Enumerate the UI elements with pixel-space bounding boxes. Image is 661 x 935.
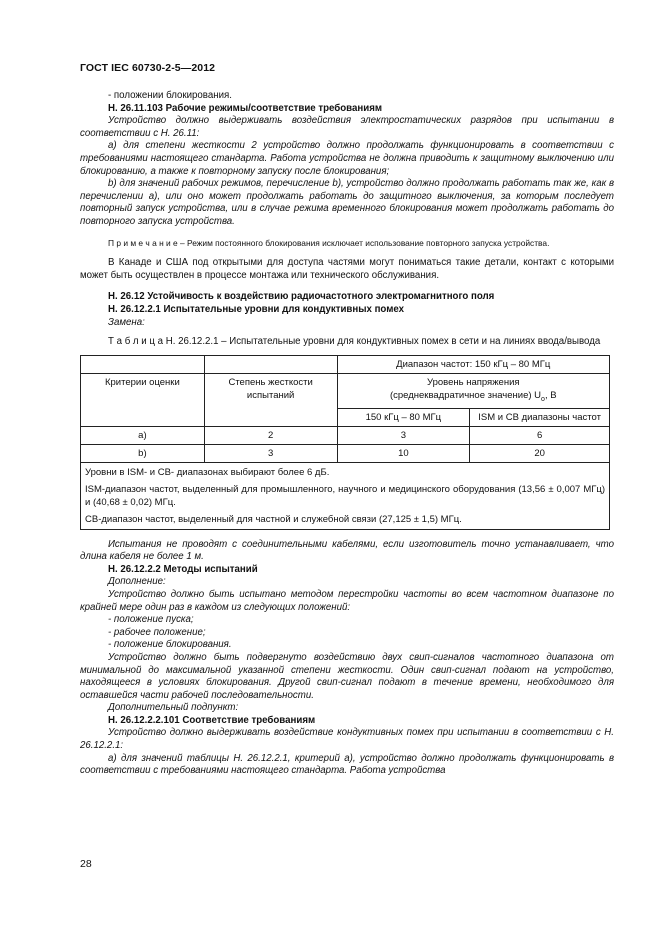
section-heading: Н. 26.12.2.2.101 Соответствие требованиям bbox=[108, 714, 316, 726]
paragraph: Устройство должно выдерживать воздействие кондуктивных помех при испытании в соответствии с Н. 26.12.2.1: bbox=[80, 727, 614, 752]
document-header: ГОСТ IEC 60730-2-5—2012 bbox=[80, 62, 216, 74]
table-row: b) 3 10 20 bbox=[81, 444, 610, 462]
paragraph: Устройство должно быть испытано методом перестройки частоты во всем частотном диапазоне по крайней мере один раз в каждом из следующих положений: bbox=[80, 588, 614, 613]
table-header-sub2: ISM и СВ диапазоны частот bbox=[470, 408, 610, 426]
list-item: - положение блокирования. bbox=[108, 639, 232, 651]
table-caption: Т а б л и ц а Н. 26.12.2.1 – Испытательные уровни для кондуктивных помех в сети и на линиях ввода/вывода bbox=[108, 336, 601, 348]
paragraph: Испытания не проводят с соединительными кабелями, если изготовитель точно устанавливает, что длина кабеля не более 1 м. bbox=[80, 538, 614, 563]
table-header-degree: Степень жесткости испытаний bbox=[204, 373, 337, 426]
table-header-sub1: 150 кГц – 80 МГц bbox=[337, 408, 470, 426]
paragraph: Устройство должно выдерживать воздействия электростатических разрядов при испытании в соответствии с Н. 26.11: bbox=[80, 115, 614, 139]
paragraph: а) для значений таблицы Н. 26.12.2.1, критерий а), устройство должно продолжать функционировать в соответствии с требованиями настоящего стандарта. Работа устройства bbox=[80, 752, 614, 777]
paragraph: Устройство должно быть подвергнуто воздействию двух свип-сигналов частотного диапазона от минимальной до максимальной указанной степени жесткости. Один свип-сигнал подают на устройство, находящееся в условиях блокирования. Другой свип-сигнал подают в течение времени, необходимого для оставшейся части рабочей последовательности. bbox=[80, 651, 614, 701]
paragraph: b) для значений рабочих режимов, перечисление b), устройство должно продолжать работать так же, как в перечислении а), или оно может продолжать работать до защитного выключения, за которым последует повторный запуск устройства, или в случае режима временного блокирования может продолжать работать до повторного запуска устройства. bbox=[80, 178, 614, 227]
section-heading: Н. 26.12.2.2 Методы испытаний bbox=[108, 563, 258, 575]
list-item: - положение пуска; bbox=[108, 614, 194, 626]
section-heading: Н. 26.11.103 Рабочие режимы/соответствие требованиям bbox=[108, 102, 383, 114]
table-header-criteria: Критерии оценки bbox=[81, 373, 205, 426]
list-item: - рабочее положение; bbox=[108, 626, 206, 638]
note: П р и м е ч а н и е – Режим постоянного блокирования исключает использование повторного запуска устройства. bbox=[108, 237, 550, 248]
table-row: a) 2 3 6 bbox=[81, 426, 610, 444]
page-number: 28 bbox=[80, 858, 92, 870]
section-heading: Н. 26.12.2.1 Испытательные уровни для кондуктивных помех bbox=[108, 303, 405, 315]
table-header-freq: Диапазон частот: 150 кГц – 80 МГц bbox=[337, 355, 609, 373]
paragraph: Замена: bbox=[108, 316, 145, 328]
section-heading: Н. 26.12 Устойчивость к воздействию радиочастотного электромагнитного поля bbox=[108, 291, 495, 303]
list-item: - положении блокирования. bbox=[108, 90, 232, 101]
table-header-level: Уровень напряжения (среднеквадратичное значение) $U_o$, В bbox=[337, 373, 609, 408]
test-levels-table bbox=[80, 355, 610, 530]
table-notes: Уровни в ISM- и СВ- диапазонах выбирают более 6 дБ. ISM-диапазон частот, выделенный для промышленного, научного и медицинского оборудования (13,56 ± 0,007 МГц) и (40,68 ± 0,02) МГц. СВ-диапазон частот, выделенный для частной и служебной связи (27,125 ± 1,5) МГц. bbox=[81, 462, 610, 529]
paragraph: Дополнение: bbox=[108, 576, 166, 588]
paragraph: В Канаде и США под открытыми для доступа частями могут пониматься такие детали, контакт с которыми может быть осуществлен в процессе монтажа или технического обслуживания. bbox=[80, 257, 614, 281]
paragraph: Дополнительный подпункт: bbox=[108, 702, 239, 714]
paragraph: а) для степени жесткости 2 устройство должно продолжать функционировать в соответствии с требованиями настоящего стандарта. Работа устройства не должна приводить к защитному выключению или блокированию, а также к повторному запуску после блокирования; bbox=[80, 140, 614, 177]
document-body bbox=[80, 90, 614, 778]
